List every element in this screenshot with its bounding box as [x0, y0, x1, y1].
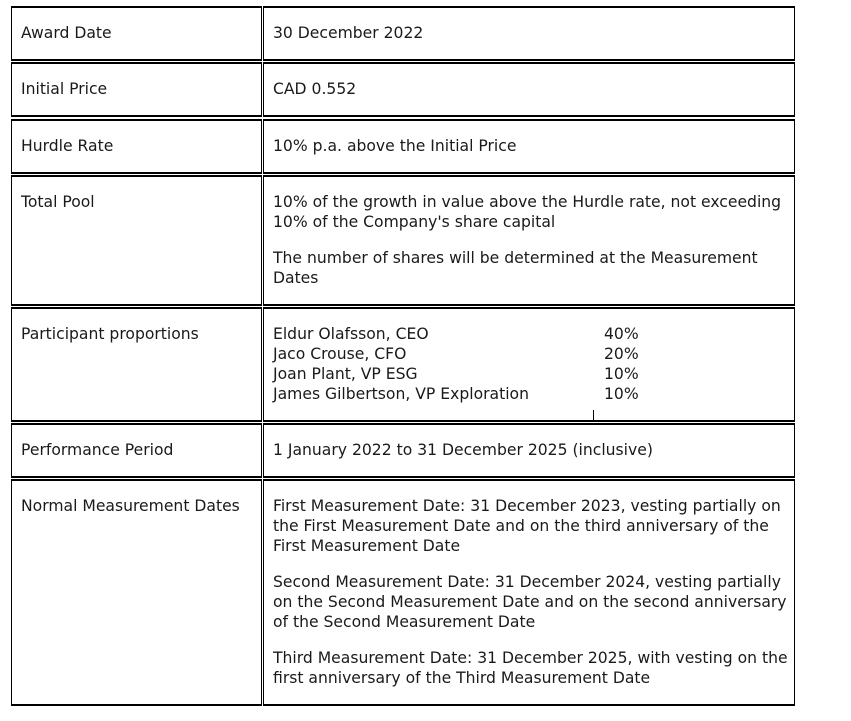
participant-percentage: 20% [604, 345, 639, 363]
award-date-value-cell [263, 6, 795, 61]
performance-period-label: Performance Period [21, 441, 174, 459]
hurdle-rate-label-cell [11, 119, 262, 174]
award-date-label-cell [11, 6, 262, 61]
participant-name: Joan Plant, VP ESG [273, 365, 418, 383]
participant-name: Jaco Crouse, CFO [273, 345, 407, 363]
total-pool-paragraph: The number of shares will be determined at the Measurement Dates [273, 249, 758, 287]
participant-percentage: 40% [604, 325, 639, 343]
performance-period-value: 1 January 2022 to 31 December 2025 (inclusive) [273, 441, 653, 459]
total-pool-label: Total Pool [21, 193, 95, 211]
award-date-label: Award Date [21, 24, 112, 42]
participant-name: Eldur Olafsson, CEO [273, 325, 429, 343]
initial-price-value-cell [263, 62, 795, 117]
hurdle-rate-label: Hurdle Rate [21, 137, 114, 155]
award-date-value: 30 December 2022 [273, 24, 424, 42]
participant-row [273, 324, 794, 344]
participant-row [273, 344, 794, 364]
participant-row [273, 384, 794, 404]
total-pool-value-cell [263, 175, 795, 306]
measurement-date-paragraph: First Measurement Date: 31 December 2023, vesting partially on the First Measurement Date and on the third anniversary of the First Measurement Date [273, 497, 781, 555]
hurdle-rate-value-cell [263, 119, 795, 174]
total-pool-paragraph: 10% of the growth in value above the Hurdle rate, not exceeding 10% of the Company's share capital [273, 193, 782, 231]
measurement-dates-label-cell [11, 479, 262, 706]
participants-label: Participant proportions [21, 325, 199, 343]
initial-price-value: CAD 0.552 [273, 80, 357, 98]
hurdle-rate-value: 10% p.a. above the Initial Price [273, 137, 517, 155]
participant-row [273, 364, 794, 384]
initial-price-label: Initial Price [21, 80, 108, 98]
measurement-dates-value-cell [263, 479, 795, 706]
participant-percentage: 10% [604, 365, 639, 383]
participant-name: James Gilbertson, VP Exploration [273, 385, 529, 403]
participants-value-cell [263, 307, 795, 422]
participants-column-divider [593, 410, 594, 420]
measurement-dates-label: Normal Measurement Dates [21, 497, 240, 515]
initial-price-label-cell [11, 62, 262, 117]
performance-period-label-cell [11, 423, 262, 478]
total-pool-label-cell [11, 175, 262, 306]
participant-percentage: 10% [604, 385, 639, 403]
measurement-date-paragraph: Third Measurement Date: 31 December 2025, with vesting on the first anniversary of the Third Measurement Date [273, 649, 788, 687]
performance-period-value-cell [263, 423, 795, 478]
participants-label-cell [11, 307, 262, 422]
measurement-date-paragraph: Second Measurement Date: 31 December 2024, vesting partially on the Second Measurement Date and on the second anniversary of the Second Measurement Date [273, 573, 787, 631]
